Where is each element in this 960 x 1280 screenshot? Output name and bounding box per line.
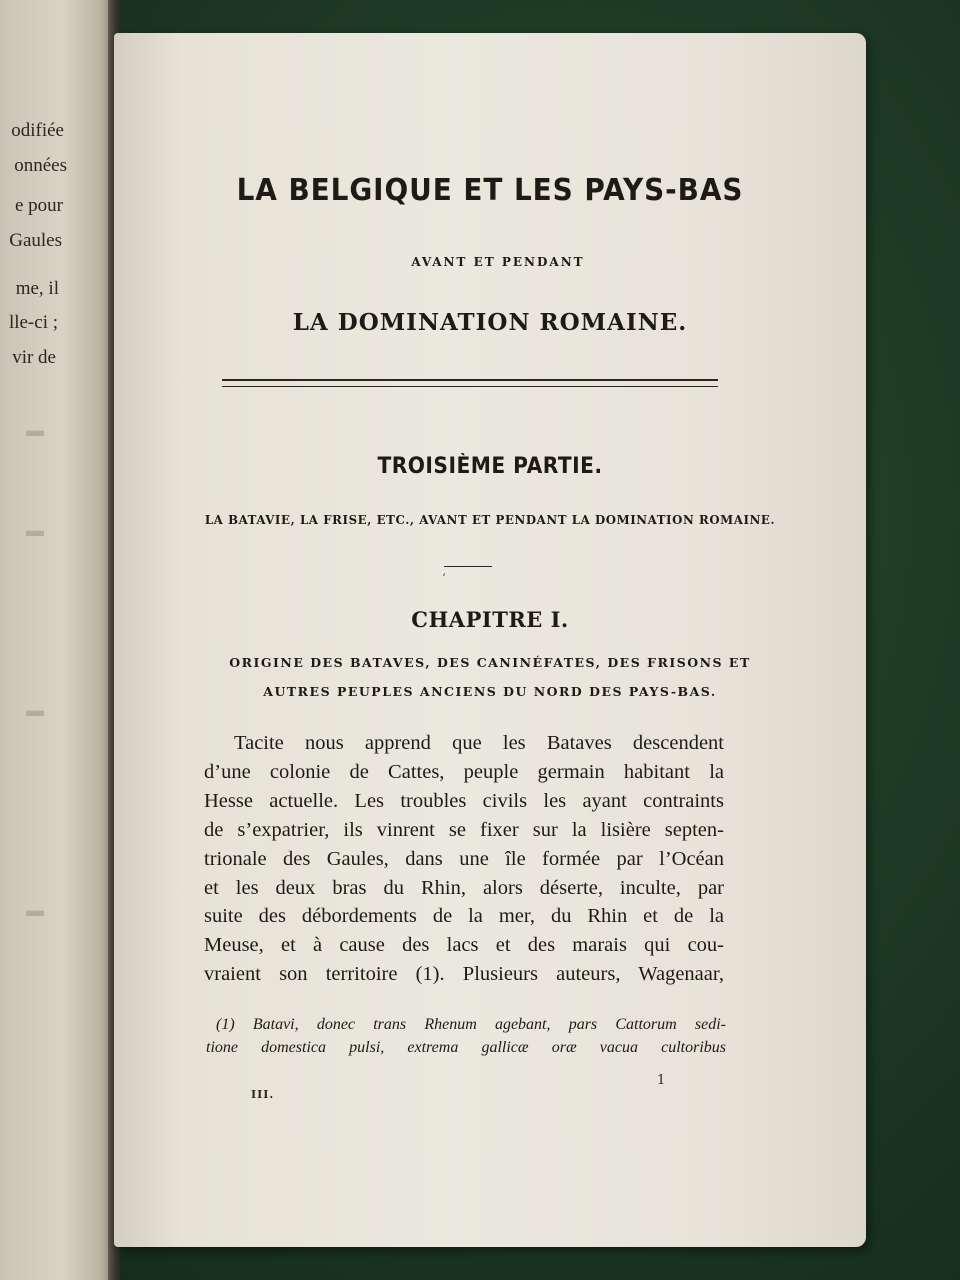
signature-mark: III. [251, 1088, 275, 1101]
left-page-line: me, il [15, 278, 59, 299]
left-page-line: lle-ci ; [8, 312, 58, 333]
footnote-line: tione domestica pulsi, extrema gallicæ oræ vacua cultoribus [206, 1039, 726, 1056]
left-page-bleed: ▬ [26, 700, 44, 720]
body-line: suite des débordements de la mer, du Rhin et de la [204, 905, 724, 928]
left-page-line: Gaules [9, 230, 62, 251]
part-title: TROISIÈME PARTIE. [377, 454, 603, 479]
body-line: Hesse actuelle. Les troubles civils les ayant contraints [204, 789, 724, 812]
chapter-subtitle-line-1: ORIGINE DES BATAVES, DES CANINÉFATES, DES FRISONS ET [229, 655, 751, 670]
body-line: Meuse, et à cause des lacs et des marais qui cou- [204, 934, 724, 957]
book-title: LA BELGIQUE ET LES PAYS-BAS [236, 173, 744, 208]
footnote-line: (1) Batavi, donec trans Rhenum agebant, pars Cattorum sedi- [216, 1016, 726, 1033]
chapter-title: CHAPITRE I. [411, 607, 569, 632]
title-subtitle: LA DOMINATION ROMAINE. [292, 309, 688, 336]
left-page-bleed: ▬ [26, 900, 44, 920]
footnote [206, 1013, 726, 1059]
body-line: et les deux bras du Rhin, alors déserte, inculte, par [204, 876, 724, 899]
body-line: de s’expatrier, ils vinrent se fixer sur la lisière septen- [204, 818, 724, 841]
double-rule-bottom [222, 386, 718, 387]
left-page-line: odifiée [11, 120, 64, 141]
left-page-line: e pour [14, 195, 63, 216]
left-facing-page [0, 0, 112, 1280]
body-line: d’une colonie de Cattes, peuple germain habitant la [204, 760, 724, 783]
body-line: trionale des Gaules, dans une île formée par l’Océan [204, 847, 724, 870]
left-page-bleed: ▬ [26, 520, 44, 540]
body-paragraph [204, 729, 724, 989]
left-page-bleed: ▬ [26, 420, 44, 440]
section-rule [444, 566, 492, 567]
body-line: vraient son territoire (1). Plusieurs auteurs, Wagenaar, [204, 963, 724, 986]
ink-speck: ‘ [442, 571, 446, 585]
right-page [114, 33, 866, 1247]
left-page-line: vir de [12, 347, 56, 368]
title-connector: AVANT ET PENDANT [411, 255, 585, 269]
double-rule-top [222, 379, 718, 381]
page-number: 1 [657, 1073, 666, 1088]
chapter-subtitle-line-2: AUTRES PEUPLES ANCIENS DU NORD DES PAYS-BAS. [263, 684, 717, 699]
left-page-line: onnées [14, 155, 67, 176]
body-line: Tacite nous apprend que les Bataves descendent [234, 732, 724, 754]
part-subtitle: LA BATAVIE, LA FRISE, ETC., AVANT ET PENDANT LA DOMINATION ROMAINE. [204, 513, 776, 527]
